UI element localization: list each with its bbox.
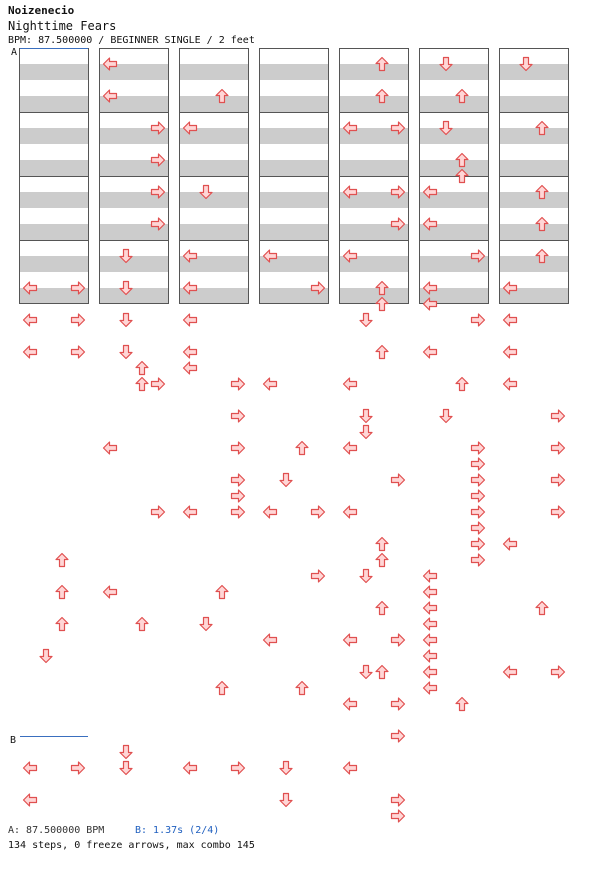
right-arrow-icon: [230, 760, 246, 776]
measure-line: [20, 303, 88, 304]
measure-line: [180, 112, 248, 113]
chart-column: [339, 48, 409, 304]
right-arrow-icon: [390, 184, 406, 200]
up-arrow-icon: [294, 440, 310, 456]
down-arrow-icon: [358, 424, 374, 440]
left-arrow-icon: [262, 248, 278, 264]
measure-line: [420, 240, 488, 241]
up-arrow-icon: [294, 680, 310, 696]
right-arrow-icon: [230, 376, 246, 392]
right-arrow-icon: [550, 504, 566, 520]
up-arrow-icon: [374, 600, 390, 616]
up-arrow-icon: [134, 616, 150, 632]
left-arrow-icon: [182, 360, 198, 376]
right-arrow-icon: [470, 248, 486, 264]
left-arrow-icon: [422, 584, 438, 600]
up-arrow-icon: [454, 376, 470, 392]
left-arrow-icon: [422, 680, 438, 696]
right-arrow-icon: [310, 568, 326, 584]
right-arrow-icon: [230, 504, 246, 520]
left-arrow-icon: [262, 376, 278, 392]
song-title: Nighttime Fears: [8, 19, 117, 33]
left-arrow-icon: [422, 216, 438, 232]
measure-line: [20, 112, 88, 113]
right-arrow-icon: [390, 728, 406, 744]
up-arrow-icon: [54, 552, 70, 568]
left-arrow-icon: [342, 504, 358, 520]
up-arrow-icon: [534, 216, 550, 232]
up-arrow-icon: [534, 248, 550, 264]
chart-column: [99, 48, 169, 304]
up-arrow-icon: [374, 344, 390, 360]
right-arrow-icon: [230, 440, 246, 456]
right-arrow-icon: [70, 344, 86, 360]
down-arrow-icon: [198, 616, 214, 632]
down-arrow-icon: [278, 792, 294, 808]
up-arrow-icon: [454, 152, 470, 168]
measure-line: [100, 303, 168, 304]
measure-line: [180, 240, 248, 241]
down-arrow-icon: [118, 344, 134, 360]
left-arrow-icon: [22, 760, 38, 776]
right-arrow-icon: [390, 120, 406, 136]
measure-line: [340, 176, 408, 177]
up-arrow-icon: [214, 680, 230, 696]
left-arrow-icon: [422, 344, 438, 360]
up-arrow-icon: [214, 584, 230, 600]
down-arrow-icon: [118, 280, 134, 296]
measure-line: [260, 303, 328, 304]
right-arrow-icon: [70, 312, 86, 328]
left-arrow-icon: [422, 600, 438, 616]
left-arrow-icon: [342, 696, 358, 712]
down-arrow-icon: [278, 472, 294, 488]
left-arrow-icon: [502, 664, 518, 680]
measure-line: [500, 48, 568, 49]
down-arrow-icon: [438, 408, 454, 424]
right-arrow-icon: [150, 216, 166, 232]
right-arrow-icon: [230, 488, 246, 504]
measure-line: [180, 48, 248, 49]
up-arrow-icon: [534, 184, 550, 200]
left-arrow-icon: [262, 504, 278, 520]
up-arrow-icon: [374, 280, 390, 296]
down-arrow-icon: [438, 120, 454, 136]
right-arrow-icon: [310, 280, 326, 296]
step-stats: 134 steps, 0 freeze arrows, max combo 145: [8, 840, 255, 851]
right-arrow-icon: [230, 408, 246, 424]
left-arrow-icon: [342, 440, 358, 456]
left-arrow-icon: [502, 312, 518, 328]
measure-line: [20, 176, 88, 177]
left-arrow-icon: [102, 584, 118, 600]
chart-column: [179, 48, 249, 304]
left-arrow-icon: [22, 792, 38, 808]
down-arrow-icon: [118, 744, 134, 760]
up-arrow-icon: [134, 360, 150, 376]
down-arrow-icon: [118, 312, 134, 328]
up-arrow-icon: [534, 120, 550, 136]
right-arrow-icon: [150, 376, 166, 392]
down-arrow-icon: [118, 760, 134, 776]
measure-line: [260, 176, 328, 177]
right-arrow-icon: [70, 760, 86, 776]
right-arrow-icon: [230, 472, 246, 488]
right-arrow-icon: [550, 472, 566, 488]
left-arrow-icon: [422, 184, 438, 200]
up-arrow-icon: [374, 88, 390, 104]
measure-line: [180, 303, 248, 304]
right-arrow-icon: [470, 504, 486, 520]
measure-line: [500, 240, 568, 241]
up-arrow-icon: [374, 56, 390, 72]
up-arrow-icon: [454, 696, 470, 712]
measure-line: [100, 240, 168, 241]
up-arrow-icon: [534, 600, 550, 616]
right-arrow-icon: [390, 792, 406, 808]
bpm-legend: A: 87.500000 BPM: [8, 825, 105, 836]
measure-line: [20, 240, 88, 241]
up-arrow-icon: [134, 376, 150, 392]
right-arrow-icon: [390, 216, 406, 232]
up-arrow-icon: [454, 168, 470, 184]
right-arrow-icon: [150, 184, 166, 200]
left-arrow-icon: [342, 376, 358, 392]
down-arrow-icon: [38, 648, 54, 664]
measure-line: [180, 176, 248, 177]
left-arrow-icon: [182, 312, 198, 328]
measure-line: [100, 48, 168, 49]
bpm-marker-a: A: [11, 47, 18, 58]
down-arrow-icon: [358, 568, 374, 584]
right-arrow-icon: [310, 504, 326, 520]
right-arrow-icon: [390, 472, 406, 488]
down-arrow-icon: [438, 56, 454, 72]
left-arrow-icon: [422, 632, 438, 648]
measure-line: [340, 240, 408, 241]
down-arrow-icon: [198, 184, 214, 200]
left-arrow-icon: [342, 184, 358, 200]
right-arrow-icon: [390, 632, 406, 648]
chart-column: [19, 48, 89, 304]
measure-line: [500, 176, 568, 177]
right-arrow-icon: [390, 808, 406, 824]
left-arrow-icon: [422, 296, 438, 312]
down-arrow-icon: [358, 312, 374, 328]
left-arrow-icon: [422, 280, 438, 296]
measure-line: [260, 48, 328, 49]
measure-line: [260, 112, 328, 113]
up-arrow-icon: [54, 616, 70, 632]
left-arrow-icon: [342, 760, 358, 776]
left-arrow-icon: [182, 120, 198, 136]
right-arrow-icon: [150, 504, 166, 520]
left-arrow-icon: [502, 344, 518, 360]
measure-line: [420, 48, 488, 49]
left-arrow-icon: [342, 248, 358, 264]
measure-line: [340, 112, 408, 113]
left-arrow-icon: [102, 440, 118, 456]
left-arrow-icon: [262, 632, 278, 648]
measure-line: [100, 112, 168, 113]
measure-line: [260, 240, 328, 241]
right-arrow-icon: [470, 488, 486, 504]
right-arrow-icon: [550, 440, 566, 456]
right-arrow-icon: [470, 552, 486, 568]
left-arrow-icon: [502, 536, 518, 552]
right-arrow-icon: [150, 120, 166, 136]
right-arrow-icon: [470, 520, 486, 536]
chart-column: [259, 48, 329, 304]
left-arrow-icon: [182, 344, 198, 360]
up-arrow-icon: [54, 584, 70, 600]
left-arrow-icon: [342, 632, 358, 648]
left-arrow-icon: [502, 280, 518, 296]
chart-column: [499, 48, 569, 304]
stop-legend: B: 1.37s (2/4): [135, 825, 220, 836]
left-arrow-icon: [182, 760, 198, 776]
down-arrow-icon: [358, 664, 374, 680]
left-arrow-icon: [422, 664, 438, 680]
left-arrow-icon: [502, 376, 518, 392]
left-arrow-icon: [182, 280, 198, 296]
measure-line: [420, 112, 488, 113]
left-arrow-icon: [422, 648, 438, 664]
up-arrow-icon: [374, 664, 390, 680]
bpm-change-line: [20, 48, 88, 49]
up-arrow-icon: [374, 296, 390, 312]
right-arrow-icon: [470, 312, 486, 328]
right-arrow-icon: [150, 152, 166, 168]
right-arrow-icon: [550, 408, 566, 424]
left-arrow-icon: [22, 344, 38, 360]
measure-line: [100, 176, 168, 177]
left-arrow-icon: [22, 312, 38, 328]
measure-line: [500, 112, 568, 113]
left-arrow-icon: [422, 616, 438, 632]
up-arrow-icon: [214, 88, 230, 104]
right-arrow-icon: [470, 536, 486, 552]
up-arrow-icon: [374, 552, 390, 568]
chart-info: BPM: 87.500000 / BEGINNER SINGLE / 2 feet: [8, 35, 255, 46]
left-arrow-icon: [422, 568, 438, 584]
left-arrow-icon: [182, 248, 198, 264]
down-arrow-icon: [518, 56, 534, 72]
artist-name: Noizenecio: [8, 4, 75, 17]
stop-line: [20, 736, 88, 737]
right-arrow-icon: [70, 280, 86, 296]
right-arrow-icon: [470, 472, 486, 488]
right-arrow-icon: [390, 696, 406, 712]
right-arrow-icon: [470, 440, 486, 456]
measure-line: [340, 48, 408, 49]
left-arrow-icon: [342, 120, 358, 136]
up-arrow-icon: [454, 88, 470, 104]
left-arrow-icon: [182, 504, 198, 520]
right-arrow-icon: [550, 664, 566, 680]
down-arrow-icon: [278, 760, 294, 776]
down-arrow-icon: [118, 248, 134, 264]
down-arrow-icon: [358, 408, 374, 424]
left-arrow-icon: [22, 280, 38, 296]
stop-marker-b: B: [10, 735, 17, 746]
left-arrow-icon: [102, 56, 118, 72]
measure-line: [500, 303, 568, 304]
up-arrow-icon: [374, 536, 390, 552]
right-arrow-icon: [470, 456, 486, 472]
left-arrow-icon: [102, 88, 118, 104]
